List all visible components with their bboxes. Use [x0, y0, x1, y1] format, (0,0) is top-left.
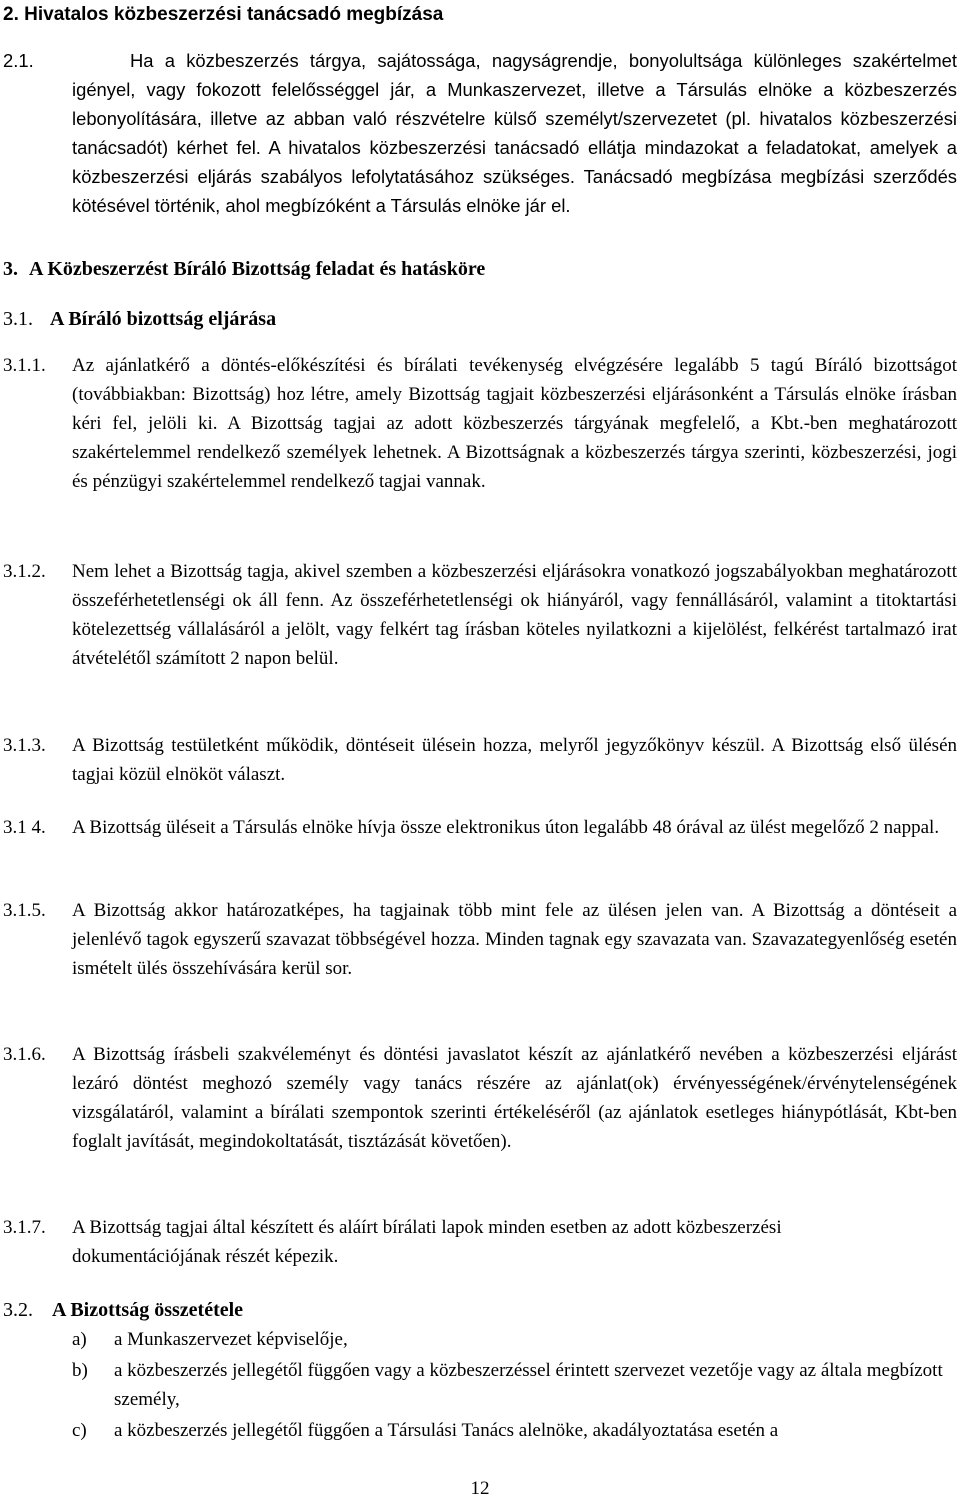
paragraph-2-1: [3, 46, 957, 220]
paragraph-number: 2.1.: [3, 50, 34, 71]
paragraph-3-1-7: [3, 1213, 863, 1271]
list-item: [72, 1356, 957, 1414]
list-item-label: b): [72, 1360, 88, 1381]
paragraph-text: Ha a közbeszerzés tárgya, sajátossága, nagyságrendje, bonyolultsága különleges szakértelmet igényel, vagy fokozott felelősséggel jár, a Munkaszervezet, illetve a Társulás elnöke a közbeszerzés lebonyolítására, illetve az abban való részvételre külső személyt/szervezetet (pl. hivatalos közbeszerzési tanácsadót) kérhet fel. A hivatalos közbeszerzési tanácsadó ellátja mindazokat a feladatokat, amelyek a közbeszerzési eljárás szabályos lefolytatásához szükséges. Tanácsadó megbízása megbízási szerződés kötésével történik, ahol megbízóként a Társulás elnöke jár el.: [72, 50, 957, 216]
paragraph-3-1-4: [3, 813, 957, 842]
paragraph-number: 3.1 4.: [3, 817, 46, 838]
paragraph-text: A Bizottság üléseit a Társulás elnöke hívja össze elektronikus úton legalább 48 órával az ülést megelőző 2 nappal.: [72, 817, 940, 838]
paragraph-number: 3.1.2.: [3, 561, 46, 582]
paragraph-3-1-2: [3, 557, 957, 673]
heading-text: A Közbeszerzést Bíráló Bizottság feladat és hatásköre: [29, 258, 486, 280]
list-item-label: a): [72, 1329, 87, 1350]
paragraph-number: 3.1.3.: [3, 735, 46, 756]
paragraph-3-1-6: [3, 1040, 957, 1156]
heading-number: 3.2.: [3, 1299, 33, 1321]
heading-number: 3.1.: [3, 308, 33, 330]
section-2-heading: 2. Hivatalos közbeszerzési tanácsadó megbízása: [3, 4, 444, 25]
paragraph-text: A Bizottság testületként működik, döntéseit ülésein hozza, melyről jegyzőkönyv készül. A Bizottság első ülésén tagjai közül elnököt választ.: [72, 735, 957, 785]
heading-number: 3.: [3, 258, 18, 280]
paragraph-text: Nem lehet a Bizottság tagja, akivel szemben a közbeszerzési eljárásokra vonatkozó jogszabályokban meghatározott összeférhetetlenségi ok áll fenn. Az összeférhetetlenségi ok hiányáról, vagy fennállásáról, valamint a titoktartási kötelezettség vállalásáról a jelölt, vagy felkért tag írásban köteles nyilatkozni a kijelölést, felkérést tartalmazó irat átvételétől számított 2 napon belül.: [72, 561, 957, 669]
list-item: [72, 1416, 957, 1445]
section-3-heading: [3, 256, 485, 282]
page-number: 12: [470, 1478, 490, 1499]
paragraph-3-1-5: [3, 896, 957, 983]
list-item: [72, 1325, 957, 1354]
paragraph-text: A Bizottság akkor határozatképes, ha tagjainak több mint fele az ülésen jelen van. A Bizottság a döntéseit a jelenlévő tagok egyszerű szavazat többségével hozza. Minden tagnak egy szavazata van. Szavazategyenlőség esetén ismételt ülés összehívására kerül sor.: [72, 900, 957, 979]
paragraph-number: 3.1.6.: [3, 1044, 46, 1065]
heading-text: A Bizottság összetétele: [52, 1299, 244, 1321]
heading-text: A Bíráló bizottság eljárása: [50, 308, 277, 330]
list-item-text: a közbeszerzés jellegétől függően a Társulási Tanács alelnöke, akadályoztatása esetén a: [114, 1420, 779, 1441]
paragraph-text: Az ajánlatkérő a döntés-előkészítési és bírálati tevékenység elvégzésére legalább 5 tagú Bíráló bizottságot (továbbiakban: Bizottság) hoz létre, amely Bizottság tagjait közbeszerzési eljárásonként a Társulás elnöke írásban kéri fel, jelöli ki. A Bizottság tagjai az adott közbeszerzés tárgyának megfelelő, a Kbt.-ben meghatározott szakértelemmel rendelkező személyek lehetnek. A Bizottságnak a közbeszerzés tárgya szerinti, közbeszerzési, jogi és pénzügyi szakértelemmel rendelkező tagjai vannak.: [72, 355, 957, 492]
paragraph-text: A Bizottság írásbeli szakvéleményt és döntési javaslatot készít az ajánlatkérő nevében a közbeszerzési eljárást lezáró döntést meghozó személy vagy tanács részére az ajánlat(ok) érvényességének/érvénytelenségének vizsgálatáról, valamint a bírálati szempontok szerinti értékeléséről (az ajánlatok esetleges hiánypótlását, Kbt-ben foglalt javítását, megindokoltatását, tisztázását követően).: [72, 1044, 957, 1152]
paragraph-number: 3.1.7.: [3, 1217, 46, 1238]
paragraph-3-1-1: [3, 351, 957, 496]
paragraph-number: 3.1.5.: [3, 900, 46, 921]
section-3-2-heading: [3, 1297, 243, 1323]
list-item-text: a közbeszerzés jellegétől függően vagy a közbeszerzéssel érintett szervezet vezetője vagy az általa megbízott személy,: [114, 1360, 943, 1410]
paragraph-number: 3.1.1.: [3, 355, 46, 376]
list-item-text: a Munkaszervezet képviselője,: [114, 1329, 348, 1350]
section-3-1-heading: [3, 306, 276, 332]
paragraph-text: A Bizottság tagjai által készített és aláírt bírálati lapok minden esetben az adott közbeszerzési dokumentációjának részét képezik.: [72, 1217, 782, 1267]
composition-list: [72, 1325, 957, 1445]
paragraph-3-1-3: [3, 731, 957, 789]
list-item-label: c): [72, 1420, 87, 1441]
